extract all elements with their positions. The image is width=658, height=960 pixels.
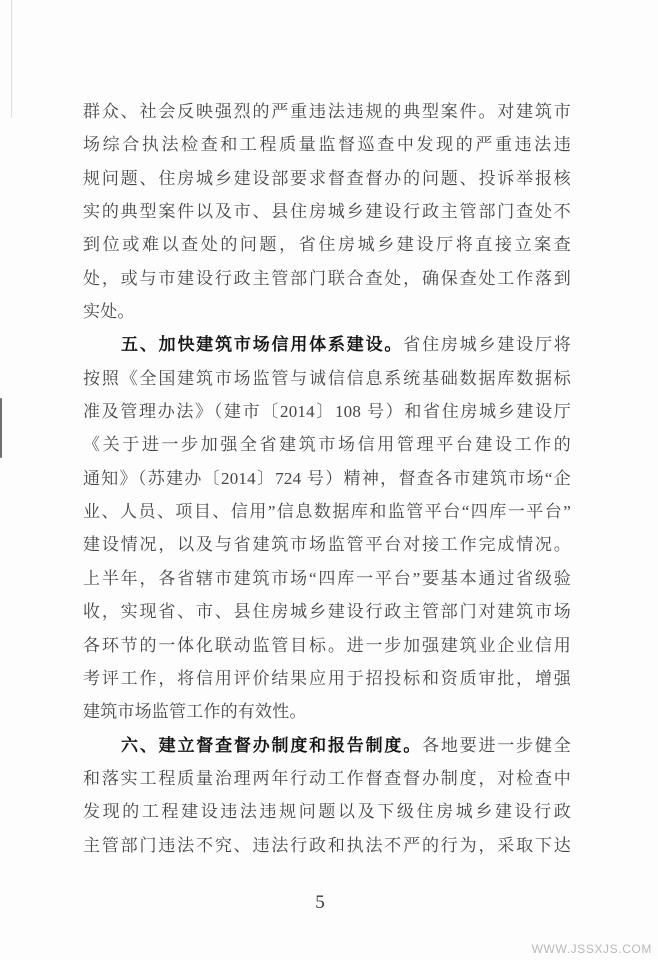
text-line: 收，实现省、市、县住房城乡建设行政主管部门对建筑市场 — [83, 602, 571, 622]
watermark-url: WWW.JSSXJS.COM — [531, 942, 652, 956]
text-line — [83, 729, 571, 762]
text-line: 到位或难以查处的问题，省住房城乡建设厅将直接立案查 — [83, 235, 571, 255]
text-line: 规问题、住房城乡建设部要求督查督办的问题、投诉举报核 — [83, 168, 571, 188]
text-line: 建筑市场监管工作的有效性。 — [83, 702, 307, 722]
text-line: 考评工作，将信用评价结果应用于招投标和资质审批，增强 — [83, 668, 571, 688]
scan-edge-artifact-mid — [0, 398, 2, 458]
text-line — [83, 328, 571, 361]
section-heading: 五、加快建筑市场信用体系建设。 — [121, 335, 404, 355]
text-line: 准及管理办法》（建市〔2014〕108 号）和省住房城乡建设厅 — [83, 402, 571, 422]
text-line: 《关于进一步加强全省建筑市场信用管理平台建设工作的 — [83, 435, 571, 455]
text-line: 和落实工程质量治理两年行动工作督查督办制度，对检查中 — [83, 768, 571, 788]
text-line: 上半年，各省辖市建筑市场“四库一平台”要基本通过省级验 — [83, 568, 571, 588]
text-line: 建设情况，以及与省建筑市场监管平台对接工作完成情况。 — [83, 535, 571, 555]
text-line: 发现的工程建设违法违规问题以及下级住房城乡建设行政 — [83, 802, 571, 822]
text-line: 实的典型案件以及市、县住房城乡建设行政主管部门查处不 — [83, 202, 571, 222]
text-line: 场综合执法检查和工程质量监督巡查中发现的严重违法违 — [83, 135, 571, 155]
text-line: 各环节的一体化联动监管目标。进一步加强建筑业企业信用 — [83, 635, 571, 655]
text-line: 主管部门违法不究、违法行政和执法不严的行为，采取下达 — [83, 835, 571, 855]
text-run: 各地要进一步健全 — [422, 735, 571, 755]
scan-edge-artifact-top — [11, 0, 12, 118]
text-line: 通知》（苏建办〔2014〕724 号）精神，督查各市建筑市场“企 — [83, 468, 571, 488]
document-text-block — [83, 95, 571, 862]
text-line: 处，或与市建设行政主管部门联合查处，确保查处工作落到 — [83, 268, 571, 288]
text-line: 业、人员、项目、信用”信息数据库和监管平台“四库一平台” — [83, 502, 571, 522]
text-line: 实处。 — [83, 302, 135, 322]
section-heading: 六、建立督查督办制度和报告制度。 — [121, 735, 423, 755]
text-run: 省住房城乡建设厅将 — [403, 335, 571, 355]
text-line: 群众、社会反映强烈的严重违法违规的典型案件。对建筑市 — [83, 102, 571, 121]
text-line: 按照《全国建筑市场监管与诚信信息系统基础数据库数据标 — [83, 368, 571, 388]
page-number: 5 — [315, 892, 325, 913]
